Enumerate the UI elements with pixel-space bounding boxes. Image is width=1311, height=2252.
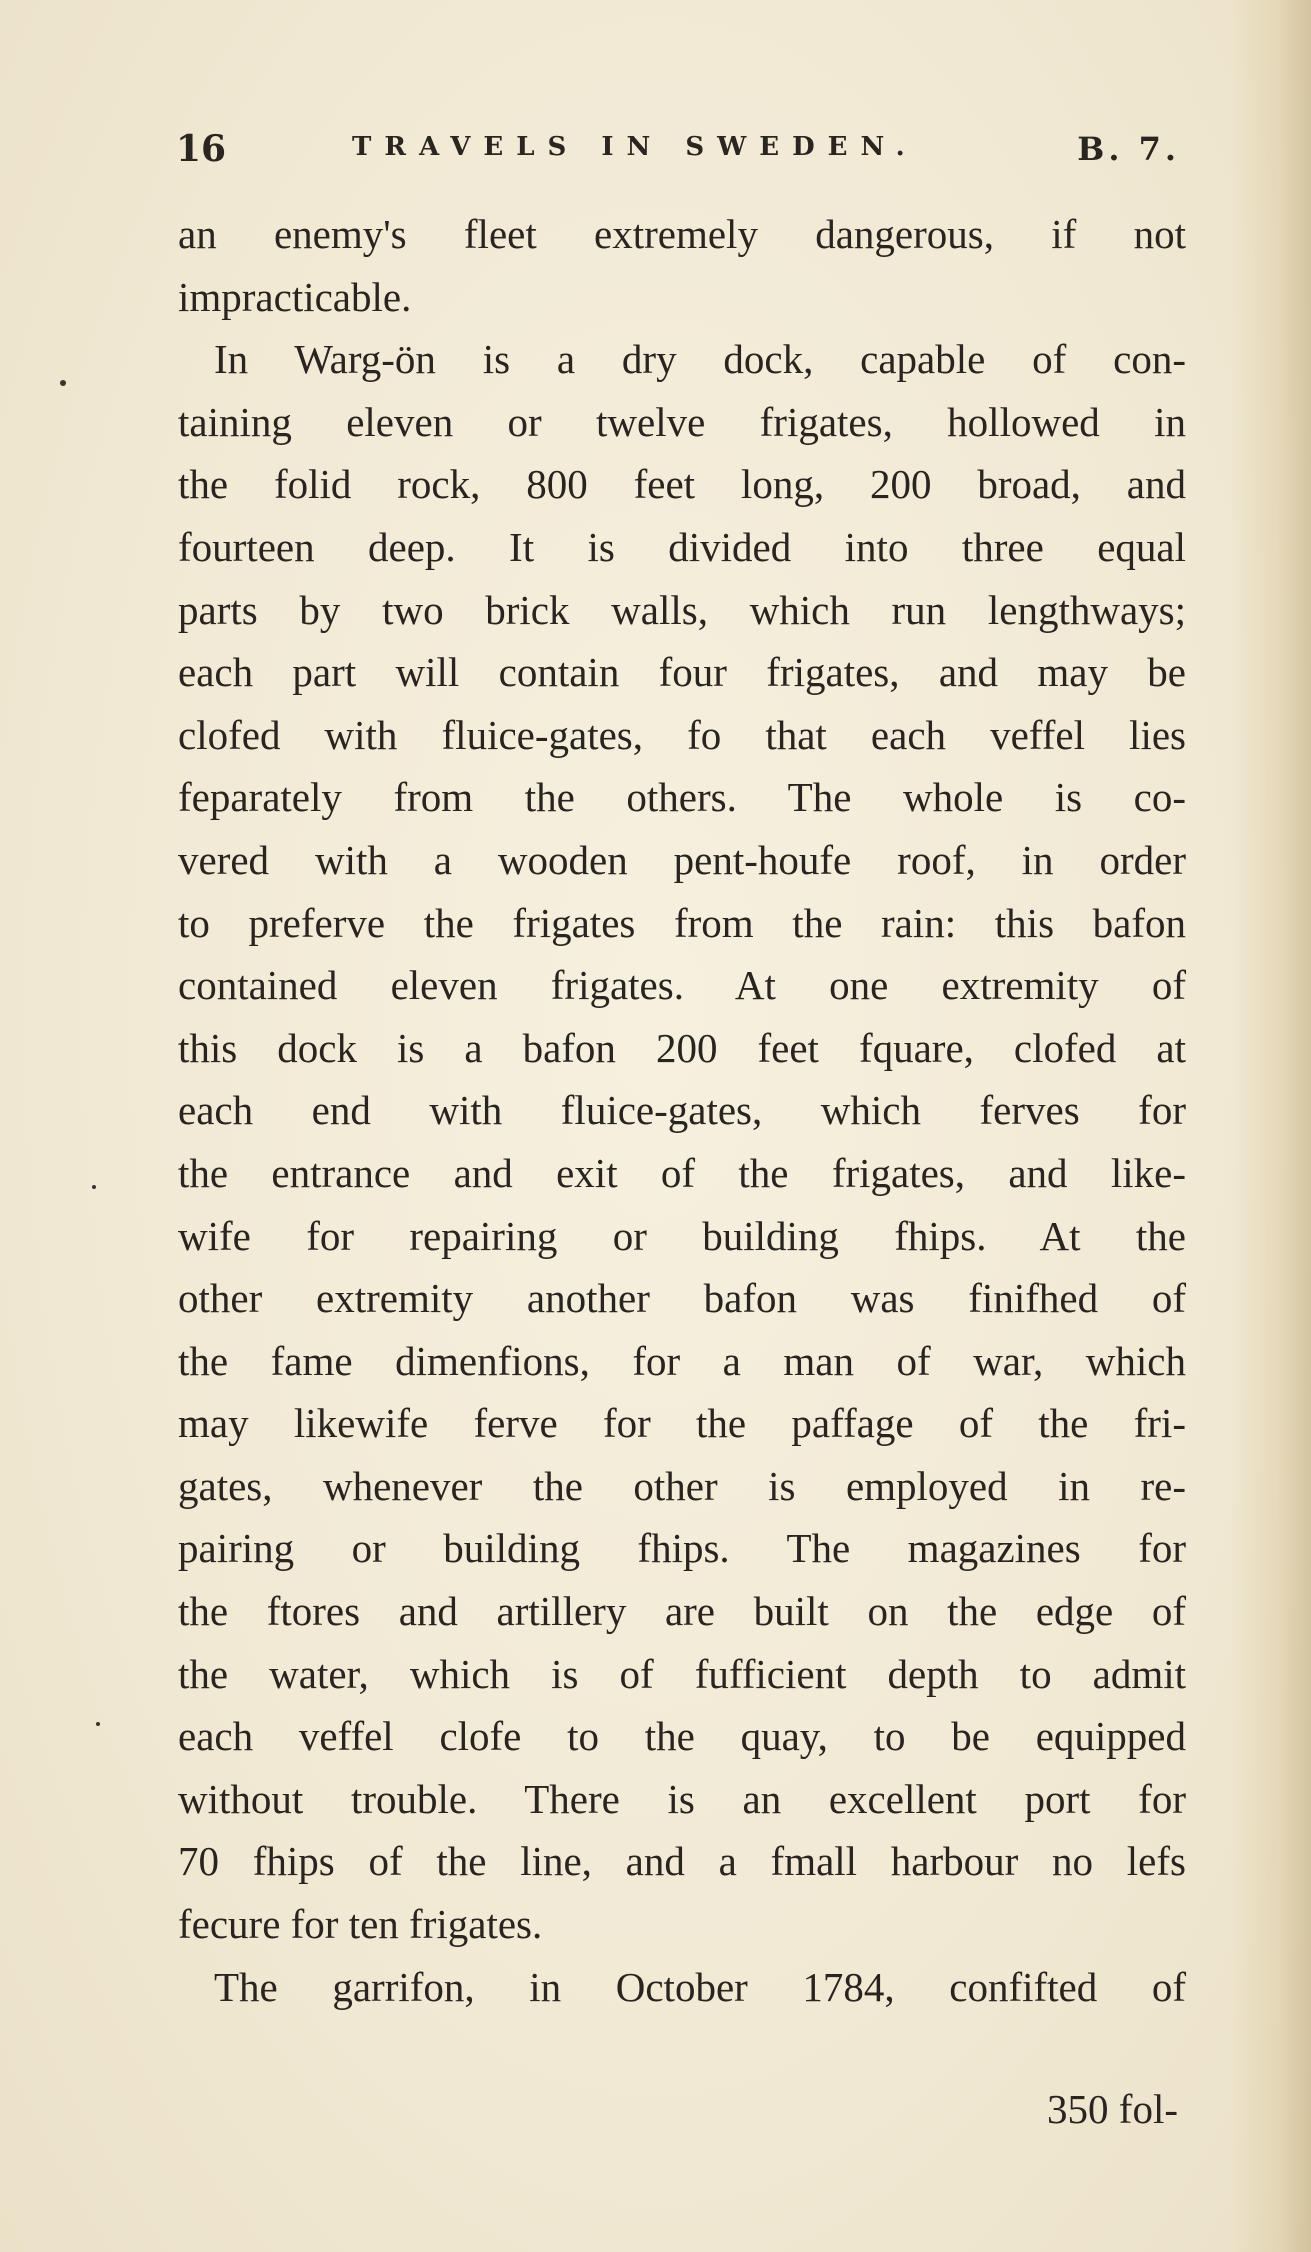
text-line: pairing or building fhips. The magazines for: [178, 1525, 1186, 1572]
text-line: wife for repairing or building fhips. At the: [178, 1212, 1186, 1259]
text-line: may likewife ferve for the paffage of the fri-: [178, 1400, 1186, 1447]
text-line: the water, which is of fufficient depth to admit: [178, 1650, 1186, 1697]
text-line: vered with a wooden pent-houfe roof, in order: [178, 836, 1186, 883]
text-line: other extremity another bafon was finifhed of: [178, 1275, 1186, 1322]
text-line: fecure for ten frigates.: [178, 1901, 543, 1948]
text-line: The garrifon, in October 1784, confifted of: [214, 1963, 1186, 2010]
margin-mark: [96, 1722, 100, 1726]
text-line: an enemy's fleet extremely dangerous, if not: [178, 211, 1186, 257]
body-text: [178, 203, 1186, 2018]
text-line: clofed with fluice-gates, fo that each veffel lies: [178, 711, 1186, 758]
text-line: In Warg-ön is a dry dock, capable of con-: [214, 336, 1186, 383]
text-line: to preferve the frigates from the rain: this bafon: [178, 899, 1186, 946]
text-line: taining eleven or twelve frigates, hollowed in: [178, 398, 1186, 445]
text-line: the entrance and exit of the frigates, and like-: [178, 1149, 1186, 1196]
margin-mark: [60, 380, 66, 386]
text-line: 70 fhips of the line, and a fmall harbour no lefs: [178, 1838, 1186, 1885]
text-line: this dock is a bafon 200 feet fquare, clofed at: [178, 1024, 1186, 1071]
text-line: each end with fluice-gates, which ferves for: [178, 1087, 1186, 1134]
text-line: the ftores and artillery are built on the edge of: [178, 1588, 1186, 1635]
catchword: 350 fol-: [1047, 2086, 1178, 2132]
book-number: B. 7.: [1077, 130, 1180, 168]
text-line: feparately from the others. The whole is co-: [178, 774, 1186, 821]
text-line: gates, whenever the other is employed in re-: [178, 1462, 1186, 1509]
text-line: each veffel clofe to the quay, to be equipped: [178, 1713, 1186, 1760]
text-line: the fame dimenfions, for a man of war, which: [178, 1337, 1186, 1384]
margin-mark: [92, 1185, 96, 1189]
text-line: parts by two brick walls, which run lengthways;: [178, 586, 1186, 633]
text-line: fourteen deep. It is divided into three equal: [178, 523, 1186, 570]
text-line: each part will contain four frigates, and may be: [178, 649, 1186, 696]
text-line: impracticable.: [178, 273, 412, 320]
page-number: 16: [176, 128, 227, 170]
text-line: the folid rock, 800 feet long, 200 broad, and: [178, 461, 1186, 508]
text-line: contained eleven frigates. At one extremity of: [178, 962, 1186, 1009]
running-header: [176, 128, 1184, 178]
running-title: TRAVELS IN SWEDEN.: [352, 132, 918, 162]
text-line: without trouble. There is an excellent port for: [178, 1775, 1186, 1822]
